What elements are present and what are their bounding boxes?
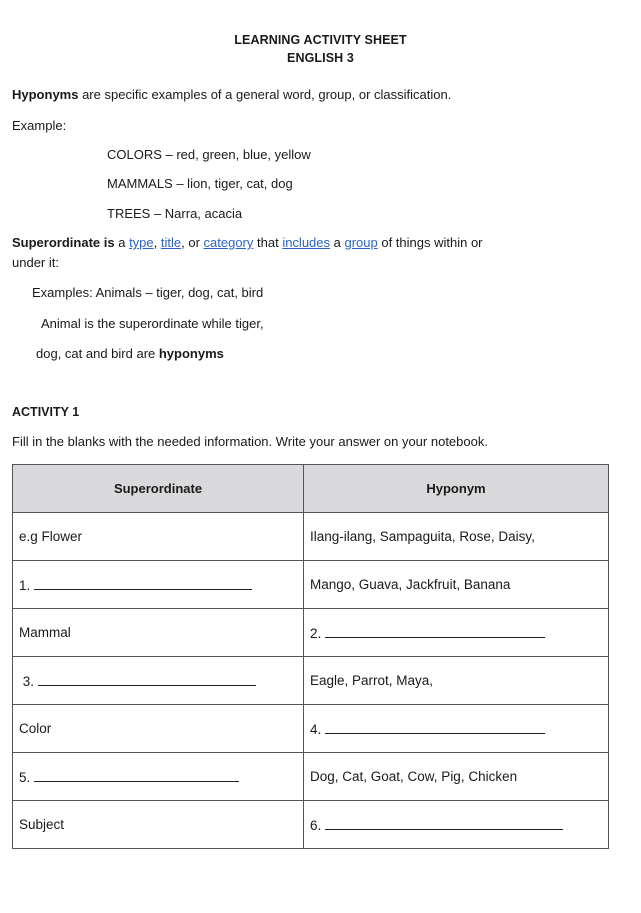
superordinate-definition	[12, 235, 483, 250]
link-type[interactable]: type	[129, 235, 154, 250]
column-hyponym: Hyponym	[304, 465, 609, 513]
table-row	[13, 561, 609, 609]
cell-superordinate	[13, 753, 304, 801]
table-row	[13, 609, 609, 657]
table-row	[13, 705, 609, 753]
answer-blank[interactable]	[325, 721, 545, 734]
cell-superordinate: Color	[13, 705, 304, 753]
column-superordinate: Superordinate	[13, 465, 304, 513]
example-trees: TREES – Narra, acacia	[107, 206, 243, 221]
table-row	[13, 753, 609, 801]
superordinate-examples: Examples: Animals – tiger, dog, cat, bird	[32, 285, 264, 300]
link-group[interactable]: group	[344, 235, 378, 250]
cell-hyponym	[304, 801, 609, 849]
table-row	[13, 657, 609, 705]
explanation-prefix: dog, cat and bird are	[36, 346, 159, 361]
cell-superordinate	[13, 657, 304, 705]
example-label: Example:	[12, 118, 67, 133]
answer-blank[interactable]	[38, 673, 256, 686]
answer-blank[interactable]	[325, 817, 563, 830]
table-row	[13, 513, 609, 561]
explanation-bold: hyponyms	[158, 346, 224, 361]
link-includes[interactable]: includes	[282, 235, 331, 250]
example-colors: COLORS – red, green, blue, yellow	[107, 147, 311, 162]
item-number: 2.	[310, 625, 322, 641]
cell-superordinate: Mammal	[13, 609, 304, 657]
hyponyms-definition-text: are specific examples of a general word, group, or classification.	[78, 87, 452, 102]
cell-superordinate: Subject	[13, 801, 304, 849]
item-number: 4.	[310, 721, 322, 737]
answer-blank[interactable]	[325, 625, 545, 638]
superordinate-explanation-2	[36, 346, 224, 361]
cell-hyponym: Mango, Guava, Jackfruit, Banana	[304, 561, 609, 609]
hyponyms-term: Hyponyms	[12, 87, 79, 102]
cell-hyponym: Ilang-ilang, Sampaguita, Rose, Daisy,	[304, 513, 609, 561]
cell-hyponym	[304, 609, 609, 657]
answer-blank[interactable]	[34, 769, 239, 782]
text-comma: ,	[153, 235, 161, 250]
text-or: , or	[181, 235, 204, 250]
superordinate-definition-line2: under it:	[12, 255, 59, 270]
activity-table	[12, 464, 609, 849]
text-tail: of things within or	[377, 235, 483, 250]
link-title[interactable]: title	[160, 235, 182, 250]
activity-heading: ACTIVITY 1	[12, 405, 80, 419]
superordinate-explanation-1: Animal is the superordinate while tiger,	[41, 316, 264, 331]
cell-superordinate: e.g Flower	[13, 513, 304, 561]
sheet-title: LEARNING ACTIVITY SHEET	[234, 33, 407, 47]
example-mammals: MAMMALS – lion, tiger, cat, dog	[107, 176, 293, 191]
text-a-2: a	[330, 235, 345, 250]
link-category[interactable]: category	[203, 235, 254, 250]
item-number: 6.	[310, 817, 322, 833]
table-row	[13, 801, 609, 849]
hyponyms-definition	[12, 87, 451, 102]
item-number: 1.	[19, 577, 31, 593]
item-number: 5.	[19, 769, 31, 785]
item-number: 3.	[22, 673, 35, 689]
cell-superordinate	[13, 561, 304, 609]
superordinate-is: is	[100, 235, 115, 250]
text-that: that	[253, 235, 283, 250]
text-a: a	[114, 235, 130, 250]
sheet-subject: ENGLISH 3	[287, 51, 354, 65]
activity-instructions: Fill in the blanks with the needed information. Write your answer on your notebook.	[12, 434, 488, 449]
superordinate-term: Superordinate	[12, 235, 101, 250]
cell-hyponym: Eagle, Parrot, Maya,	[304, 657, 609, 705]
cell-hyponym	[304, 705, 609, 753]
table-header-row	[13, 465, 609, 513]
cell-hyponym: Dog, Cat, Goat, Cow, Pig, Chicken	[304, 753, 609, 801]
answer-blank[interactable]	[34, 577, 252, 590]
